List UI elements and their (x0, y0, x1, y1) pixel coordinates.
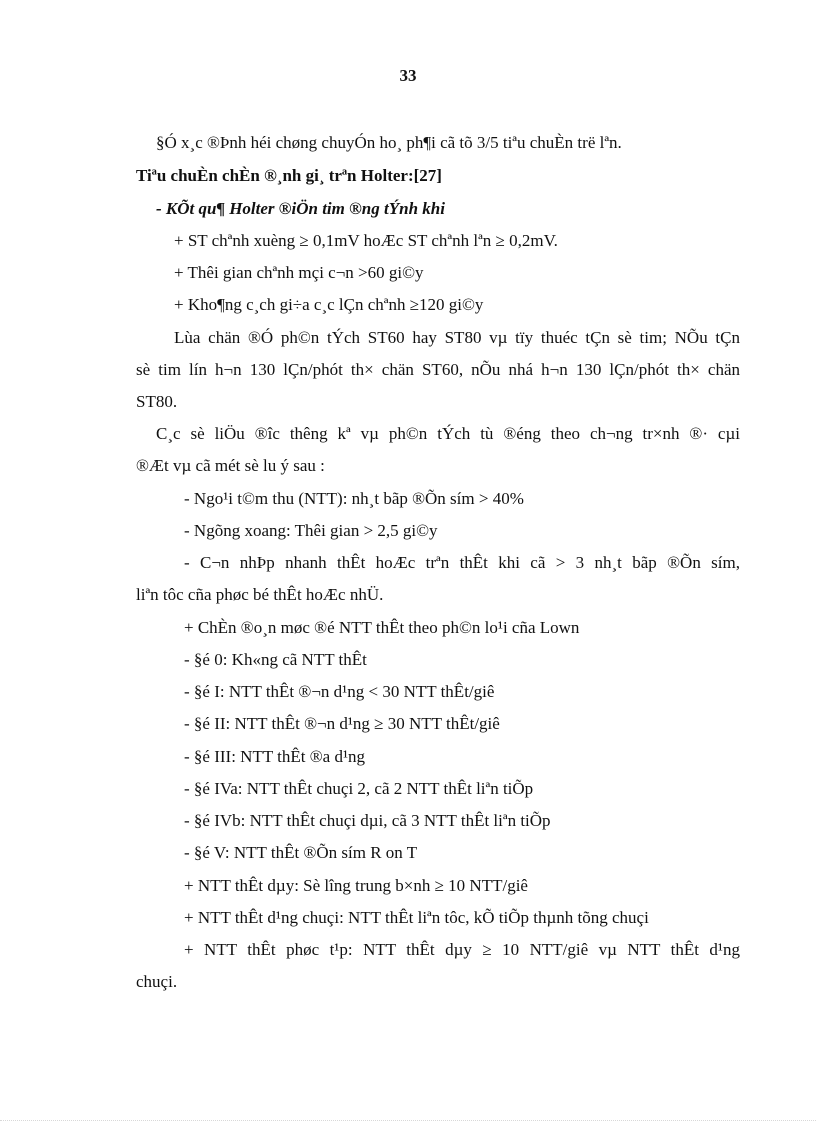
text-line-18: - §é I: NTT thÊt ®¬n d¹ng < 30 NTT thÊt/giê (184, 682, 495, 701)
text-line-14: - C¬n nhÞp nhanh thÊt hoÆc trªn thÊt khi cã > 3 nh¸t bãp ®Õn sím, (184, 553, 740, 572)
text-line-8: sè tim lín h¬n 130 lÇn/phót th× chän ST60, nÕu nhá h¬n 130 lÇn/phót th× chän (136, 360, 740, 379)
text-line-21: - §é IVa: NTT thÊt chuçi 2, cã 2 NTT thÊt liªn tiÕp (184, 779, 534, 798)
text-line-20: - §é III: NTT thÊt ®a d¹ng (184, 747, 366, 766)
text-line-5: + Thêi gian chªnh mçi c¬n >60 gi©y (174, 263, 424, 282)
text-line-4: + ST chªnh xuèng ≥ 0,1mV hoÆc ST chªnh lªn ≥ 0,2mV. (174, 231, 558, 250)
text-line-9: ST80. (136, 392, 178, 411)
text-line-22: - §é IVb: NTT thÊt chuçi dµi, cã 3 NTT thÊt liªn tiÕp (184, 811, 551, 830)
text-line-13: - Ngõng xoang: Thêi gian > 2,5 gi©y (184, 521, 438, 540)
text-line-26: + NTT thÊt phøc t¹p: NTT thÊt dµy ≥ 10 NTT/giê vµ NTT thÊt d¹ng (184, 940, 740, 959)
page-number: 33 (399, 66, 417, 85)
text-line-17: - §é 0: Kh«ng cã NTT thÊt (184, 650, 367, 669)
text-line-6: + Kho¶ng c¸ch gi÷a c¸c lÇn chªnh ≥120 gi©y (174, 295, 484, 314)
text-line-1: §Ó x¸c ®Þnh héi chøng chuyÓn ho¸ ph¶i cã tõ 3/5 tiªu chuÈn trë lªn. (156, 133, 622, 152)
text-line-15: liªn tôc cña phøc bé thÊt hoÆc nhÜ. (136, 585, 384, 604)
page-bottom-border (0, 1120, 816, 1121)
text-line-19: - §é II: NTT thÊt ®¬n d¹ng ≥ 30 NTT thÊt/giê (184, 714, 500, 733)
text-line-11: ®Æt vµ cã mét sè lu ý sau : (136, 456, 325, 475)
text-line-24: + NTT thÊt dµy: Sè lîng trung b×nh ≥ 10 NTT/giê (184, 876, 528, 895)
text-line-12: - Ngo¹i t©m thu (NTT): nh¸t bãp ®Õn sím > 40% (184, 489, 524, 508)
text-line-7: Lùa chän ®Ó ph©n tÝch ST60 hay ST80 vµ tïy thuéc tÇn sè tim; NÕu tÇn (174, 328, 740, 347)
text-line-25: + NTT thÊt d¹ng chuçi: NTT thÊt liªn tôc, kÕ tiÕp thµnh tõng chuçi (184, 908, 649, 927)
text-line-27: chuçi. (136, 972, 178, 991)
subsection-heading: - KÕt qu¶ Holter ®iÖn tim ®ng tÝnh khi (156, 199, 445, 218)
text-line-10: C¸c sè liÖu ®îc thêng kª vµ ph©n tÝch tù ®éng theo ch¬ng tr×nh ®· cµi (156, 424, 740, 443)
text-line-23: - §é V: NTT thÊt ®Õn sím R on T (184, 843, 418, 862)
text-line-16: + ChÈn ®o¸n møc ®é NTT thÊt theo ph©n lo¹i cña Lown (184, 618, 580, 637)
section-heading: Tiªu chuÈn chÈn ®¸nh gi¸ trªn Holter:[27] (136, 166, 442, 185)
